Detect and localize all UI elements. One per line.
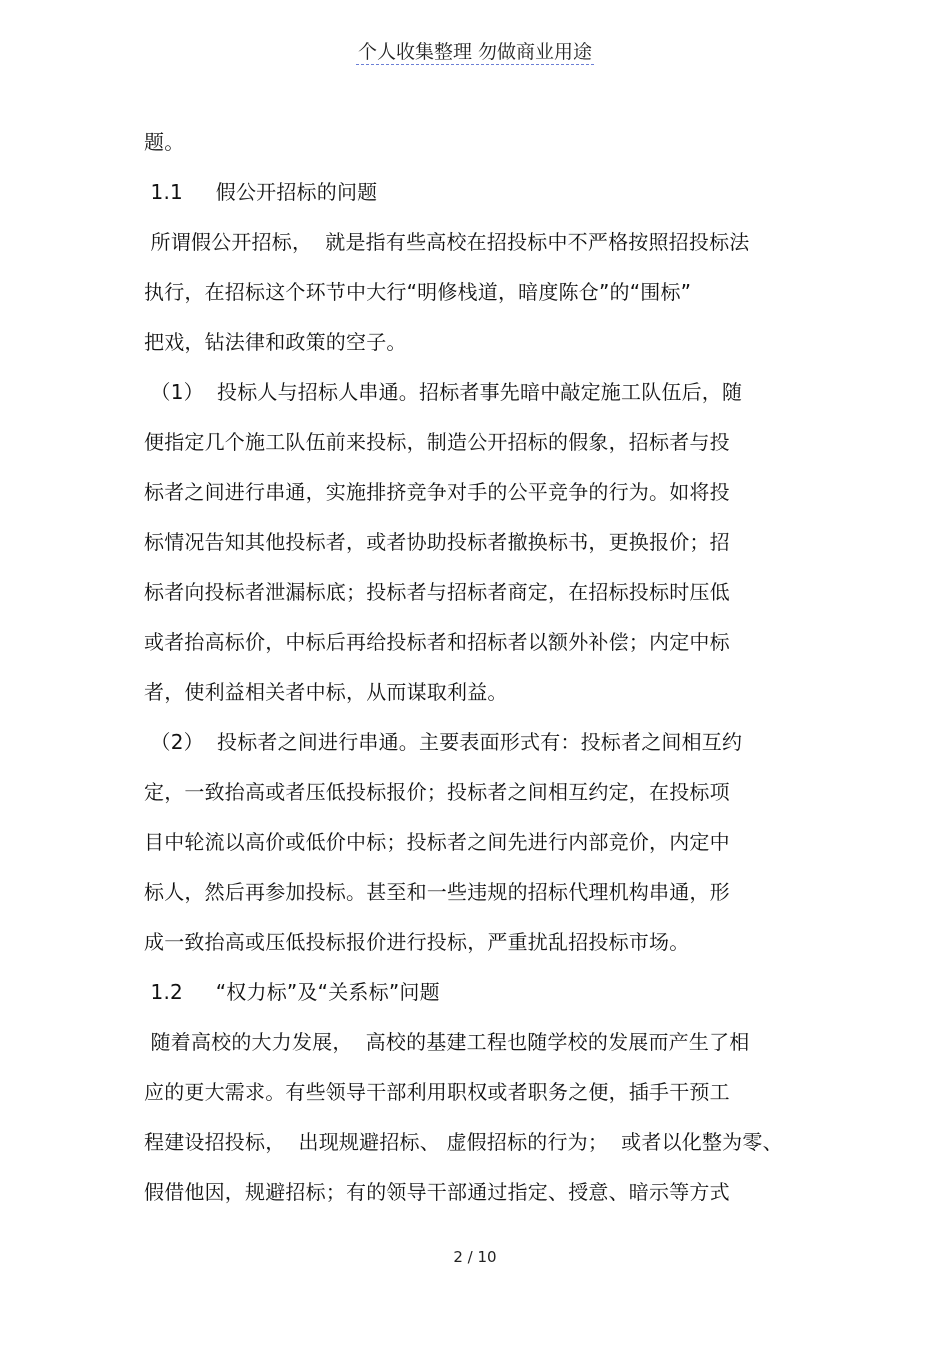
- section-heading: 1.1 假公开招标的问题: [144, 180, 378, 204]
- text-line: 或者抬高标价，中标后再给投标者和招标者以额外补偿；内定中标: [144, 630, 730, 654]
- text-line: 标情况告知其他投标者，或者协助投标者撤换标书，更换报价；招: [144, 530, 730, 554]
- text-line: 执行，在招标这个环节中大行“明修栈道，暗度陈仓”的“围标”: [144, 280, 692, 304]
- page-number: 2 / 10: [453, 1248, 497, 1266]
- text-line: 标者向投标者泄漏标底；投标者与招标者商定，在招标投标时压低: [144, 580, 730, 604]
- text-line: 标者之间进行串通，实施排挤竞争对手的公平竞争的行为。如将投: [144, 480, 730, 504]
- text-line: 定，一致抬高或者压低投标报价；投标者之间相互约定，在投标项: [144, 780, 730, 804]
- text-line: 程建设招投标， 出现规避招标、 虚假招标的行为； 或者以化整为零、: [144, 1130, 783, 1154]
- text-line: 所谓假公开招标， 就是指有些高校在招投标中不严格按照招投标法: [144, 230, 750, 254]
- text-line: （2） 投标者之间进行串通。主要表面形式有：投标者之间相互约: [144, 730, 743, 754]
- text-line: 假借他因，规避招标；有的领导干部通过指定、授意、暗示等方式: [144, 1180, 730, 1204]
- header-watermark-text: 个人收集整理 勿做商业用途: [357, 41, 593, 63]
- text-line: 题。: [144, 130, 185, 154]
- text-line: 随着高校的大力发展， 高校的基建工程也随学校的发展而产生了相: [144, 1030, 750, 1054]
- text-line: 便指定几个施工队伍前来投标，制造公开招标的假象，招标者与投: [144, 430, 730, 454]
- text-line: 标人，然后再参加投标。甚至和一些违规的招标代理机构串通，形: [144, 880, 730, 904]
- text-line: 把戏，钻法律和政策的空子。: [144, 330, 407, 354]
- text-line: 目中轮流以高价或低价中标；投标者之间先进行内部竞价，内定中: [144, 830, 730, 854]
- text-line: 者，使利益相关者中标，从而谋取利益。: [144, 680, 508, 704]
- text-line: （1） 投标人与招标人串通。招标者事先暗中敲定施工队伍后，随: [144, 380, 743, 404]
- page-header: [0, 38, 950, 66]
- text-line: 成一致抬高或压低投标报价进行投标，严重扰乱招投标市场。: [144, 930, 690, 954]
- section-heading: 1.2 “权力标”及“关系标”问题: [144, 980, 440, 1004]
- text-line: 应的更大需求。有些领导干部利用职权或者职务之便，插手干预工: [144, 1080, 730, 1104]
